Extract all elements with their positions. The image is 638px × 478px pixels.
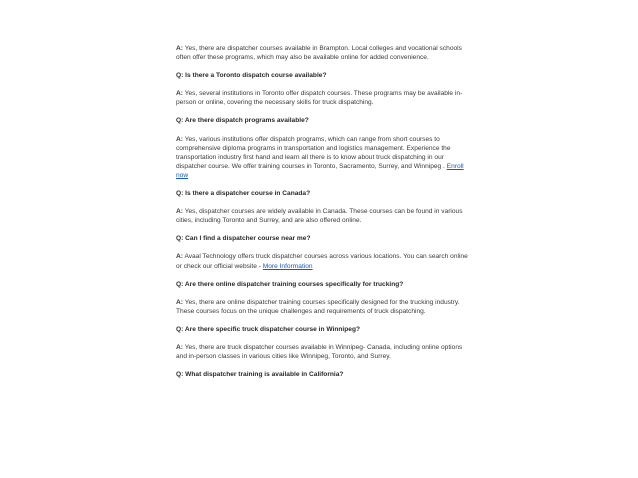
faq-answer-online-trucking [176, 298, 468, 316]
faq-question-online-trucking [176, 280, 468, 289]
more-information-link[interactable]: More Information [262, 262, 313, 270]
faq-answer-winnipeg [176, 343, 468, 361]
faq-question-dispatch-programs [176, 116, 468, 125]
answer-text: Yes, various institutions offer dispatch programs, which can range from short courses to comprehensive diploma programs in transportation and logistics management. Experience the transportation industry first hand and learn all there is to know about truck dispatching in our dispatcher course. We offer training courses in Toronto, Sacramento, Surrey, and Winnipeg . [176, 135, 451, 170]
answer-text: Yes, there are truck dispatcher courses available in Winnipeg- Canada, including online options and in-person classes in various cities like Winnipeg, Toronto, and Surrey. [176, 343, 463, 361]
question-text: Are there online dispatcher training courses specifically for trucking? [184, 280, 404, 288]
faq-question-california [176, 370, 468, 379]
question-prefix: Q: [176, 235, 184, 243]
question-prefix: Q: [176, 190, 184, 198]
faq-question-winnipeg [176, 325, 468, 334]
answer-text: Avaal Technology offers truck dispatcher courses across various locations. You can search online or check our official website - [176, 253, 468, 270]
question-text: What dispatcher training is available in California? [185, 371, 344, 379]
answer-text: Yes, several institutions in Toronto offer dispatch courses. These programs may be available in-person or online, covering the necessary skills for truck dispatching. [176, 90, 463, 107]
answer-text: Yes, there are dispatcher courses available in Brampton. Local colleges and vocational schools often offer these programs, which may also be available online for added convenience. [176, 45, 462, 62]
answer-prefix: A: [176, 90, 183, 98]
faq-question-near-me [176, 234, 468, 243]
answer-prefix: A: [176, 253, 183, 261]
question-text: Are there dispatch programs available? [184, 117, 309, 125]
question-prefix: Q: [176, 371, 184, 379]
faq-content [176, 44, 468, 388]
answer-text: Yes, dispatcher courses are widely available in Canada. These courses can be found in various cities, including Toronto and Surrey, and are also offered online. [176, 208, 463, 225]
question-prefix: Q: [176, 72, 184, 80]
answer-prefix: A: [176, 298, 183, 306]
answer-prefix: A: [176, 343, 183, 351]
faq-answer-canada [176, 207, 468, 225]
question-text: Are there specific truck dispatcher course in Winnipeg? [184, 325, 361, 333]
question-prefix: Q: [176, 325, 184, 333]
enroll-now-link[interactable]: Enroll now [176, 162, 464, 179]
faq-answer-near-me [176, 252, 468, 270]
faq-answer-dispatch-programs [176, 135, 468, 180]
question-prefix: Q: [176, 280, 184, 288]
question-prefix: Q: [176, 117, 184, 125]
question-text: Can I find a dispatcher course near me? [185, 235, 311, 243]
faq-question-canada [176, 189, 468, 198]
answer-prefix: A: [176, 45, 183, 52]
question-text: Is there a Toronto dispatch course available? [185, 72, 327, 80]
question-text: Is there a dispatcher course in Canada? [185, 190, 311, 198]
faq-answer-toronto [176, 89, 468, 107]
answer-prefix: A: [176, 135, 183, 143]
faq-answer-brampton [176, 44, 468, 62]
answer-prefix: A: [176, 208, 183, 216]
answer-text: Yes, there are online dispatcher training courses specifically designed for the trucking industry. These courses focus on the unique challenges and requirements of truck dispatching. [176, 298, 460, 315]
faq-question-toronto [176, 71, 468, 80]
